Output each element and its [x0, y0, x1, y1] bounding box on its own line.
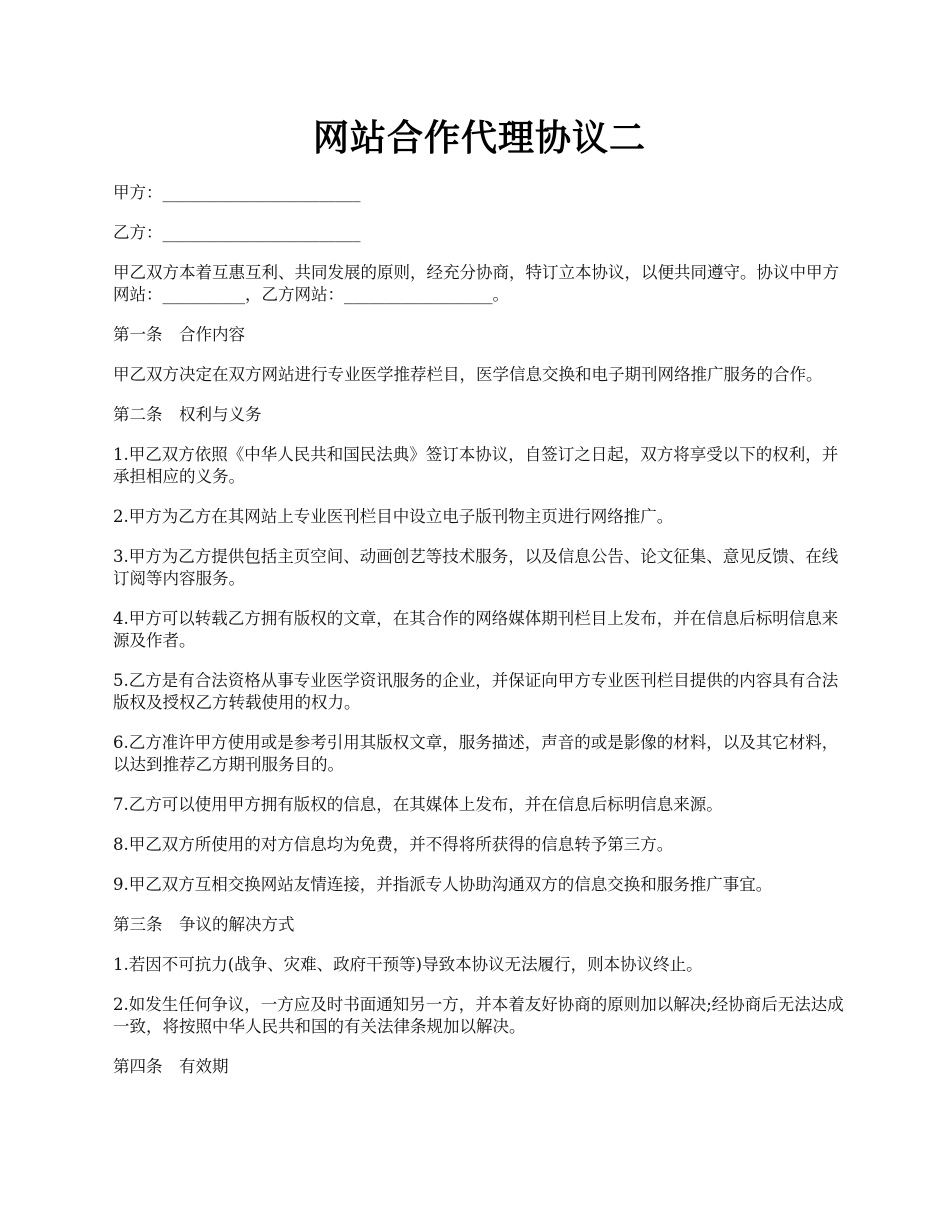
section-heading: 第一条 合作内容 [113, 325, 245, 344]
section-paragraph: 4.甲方可以转载乙方拥有版权的文章，在其合作的网络媒体期刊栏目上发布，并在信息后标明信息来源及作者。 [113, 609, 839, 650]
section-paragraph: 2.甲方为乙方在其网站上专业医刊栏目中设立电子版刊物主页进行网络推广。 [113, 507, 674, 526]
section-heading: 第三条 争议的解决方式 [113, 915, 295, 934]
section-paragraph: 7.乙方可以使用甲方拥有版权的信息，在其媒体上发布，并在信息后标明信息来源。 [113, 795, 723, 814]
section-paragraph: 甲乙双方决定在双方网站进行专业医学推荐栏目，医学信息交换和电子期刊网络推广服务的合作。 [113, 365, 823, 384]
section-paragraph: 8.甲乙双方所使用的对方信息均为免费，并不得将所获得的信息转予第三方。 [113, 835, 674, 854]
party-a-line: 甲方：________________________ [113, 183, 361, 202]
section-paragraph: 2.如发生任何争议，一方应及时书面通知另一方，并本着友好协商的原则加以解决;经协商后无法达成一致，将按照中华人民共和国的有关法律条规加以解决。 [113, 995, 844, 1036]
document-title: 网站合作代理协议二 [312, 117, 646, 159]
section-paragraph: 5.乙方是有合法资格从事专业医学资讯服务的企业，并保证向甲方专业医刊栏目提供的内容具有合法版权及授权乙方转载使用的权力。 [113, 671, 839, 712]
section-paragraph: 3.甲方为乙方提供包括主页空间、动画创艺等技术服务，以及信息公告、论文征集、意见反馈、在线订阅等内容服务。 [113, 547, 839, 588]
section-paragraph: 1.甲乙双方依照《中华人民共和国民法典》签订本协议，自签订之日起，双方将享受以下的权利，并承担相应的义务。 [113, 445, 839, 486]
section-paragraph: 6.乙方准许甲方使用或是参考引用其版权文章，服务描述，声音的或是影像的材料，以及其它材料，以达到推荐乙方期刊服务目的。 [113, 733, 839, 774]
party-b-line: 乙方：________________________ [113, 223, 361, 242]
intro-paragraph: 甲乙双方本着互惠互利、共同发展的原则，经充分协商，特订立本协议，以便共同遵守。协议中甲方网站：__________，乙方网站：__________________。 [113, 263, 839, 304]
section-heading: 第二条 权利与义务 [113, 405, 262, 424]
section-paragraph: 1.若因不可抗力(战争、灾难、政府干预等)导致本协议无法履行，则本协议终止。 [113, 955, 703, 974]
document-body [113, 182, 846, 1078]
section-paragraph: 9.甲乙双方互相交换网站友情连接，并指派专人协助沟通双方的信息交换和服务推广事宜。 [113, 875, 773, 894]
section-heading: 第四条 有效期 [113, 1057, 229, 1076]
